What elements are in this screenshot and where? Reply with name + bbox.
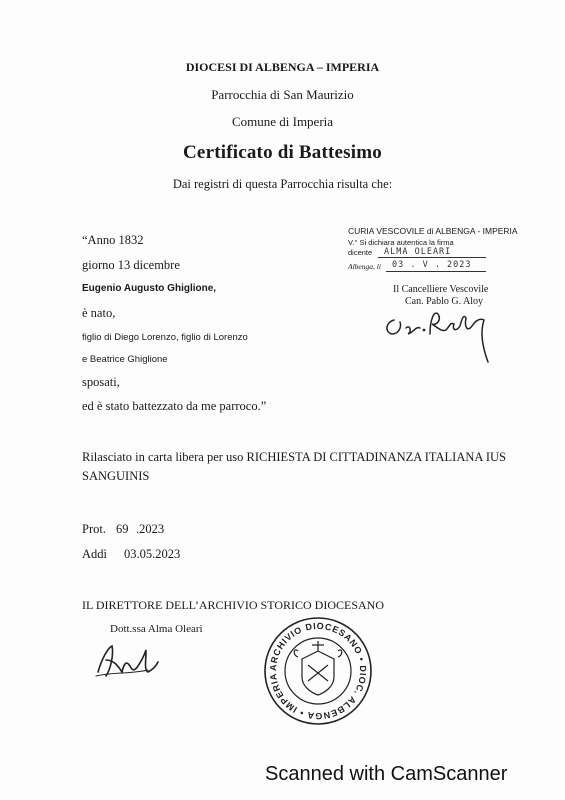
record-father: figlio di Diego Lorenzo, figlio di Lorenzo [82,332,248,343]
parish-name: Parrocchia di San Maurizio [211,87,354,102]
record-year: “Anno 1832 [82,233,144,247]
municipality-name: Comune di Imperia [231,114,334,129]
archive-seal [262,615,374,727]
diocese-heading: DIOCESI DI ALBENGA – IMPERIA [185,60,380,74]
record-married: sposati, [82,375,120,389]
director-signature [92,636,182,684]
chancellor-name: Can. Pablo G. Aloy [405,296,484,307]
curia-stamp-date-handwritten: 03 . V . 2023 [392,260,472,270]
curia-dicente-underline [378,257,486,258]
certificate-title: Certificato di Battesimo [183,142,382,163]
curia-date-underline [386,271,486,272]
release-line-2: SANGUINIS [82,469,150,483]
signatory-title: IL DIRETTORE DELL’ARCHIVIO STORICO DIOCESANO [82,598,384,612]
curia-stamp-authentication: V.° Si dichiara autentica la firma [348,238,454,247]
curia-stamp-dicente-label: dicente [348,248,373,257]
curia-stamp-title: CURIA VESCOVILE di ALBENGA - IMPERIA [348,226,518,236]
curia-stamp-dicente-handwritten: ALMA OLEARI [384,247,452,257]
curia-stamp-place-label: Albenga, li [348,262,381,271]
record-born: è nato, [82,306,116,320]
record-mother: e Beatrice Ghiglione [82,354,168,365]
date-label: Addì [82,547,107,561]
chancellor-signature [380,302,500,366]
intro-text: Dai registri di questa Parrocchia risulta che: [172,177,393,191]
prot-label: Prot. [82,522,106,536]
signatory-name: Dott.ssa Alma Oleari [110,623,203,635]
record-name: Eugenio Augusto Ghiglione, [82,283,217,294]
seal-outer-text: ARCHIVIO DIOCESANO • DIOC. ALBENGA • IMPERIA [267,620,369,722]
prot-year: .2023 [136,522,165,536]
record-day: giorno 13 dicembre [82,258,180,272]
camscanner-watermark: Scanned with CamScanner [265,763,508,785]
prot-number: 69 [116,522,129,536]
issue-date: 03.05.2023 [124,547,181,561]
seal-emblem-icon [294,641,342,695]
chancellor-title: Il Cancelliere Vescovile [393,284,489,295]
record-baptized: ed è stato battezzato da me parroco.” [82,399,267,413]
release-line-1: Rilasciato in carta libera per uso RICHIESTA DI CITTADINANZA ITALIANA IUS [82,450,506,464]
